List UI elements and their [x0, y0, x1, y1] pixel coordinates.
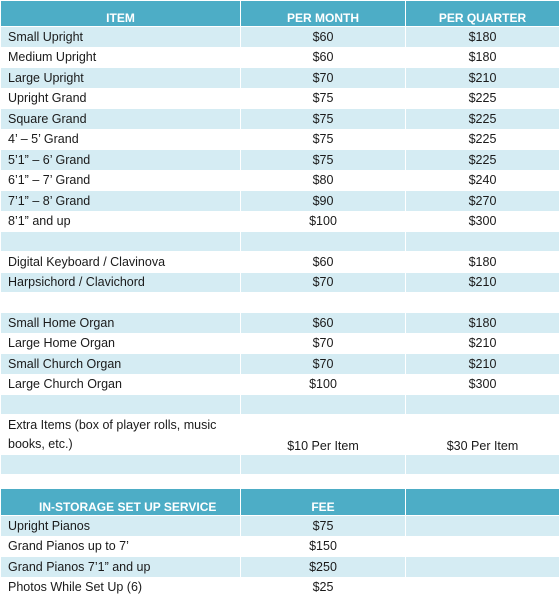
- table-row: [1, 191, 559, 212]
- table-row: [1, 211, 559, 232]
- setup-service-column-header: IN-STORAGE SET UP SERVICE: [1, 489, 241, 516]
- spacer-cell: [406, 232, 559, 252]
- gap-cell: [406, 475, 559, 489]
- table-row: [1, 536, 559, 557]
- month-price-cell: $100: [241, 211, 406, 232]
- setup-item-cell: Grand Pianos up to 7’: [1, 536, 241, 557]
- empty-cell: [406, 577, 559, 598]
- setup-item-cell: Upright Pianos: [1, 516, 241, 537]
- quarter-price-cell: $180: [406, 313, 559, 334]
- table-row: [1, 577, 559, 598]
- table-row: [1, 47, 559, 68]
- spacer-cell: [406, 455, 559, 475]
- setup-fee-cell: $25: [241, 577, 406, 598]
- spacer-cell: [406, 293, 559, 313]
- gap-cell: [241, 475, 406, 489]
- month-price-cell: $60: [241, 47, 406, 68]
- quarter-price-cell: $270: [406, 191, 559, 212]
- table-row: [1, 88, 559, 109]
- item-cell: Large Church Organ: [1, 374, 241, 395]
- item-cell: 4’ – 5’ Grand: [1, 129, 241, 150]
- setup-fee-cell: $150: [241, 536, 406, 557]
- setup-header-row: [1, 489, 559, 516]
- item-cell: 7’1” – 8’ Grand: [1, 191, 241, 212]
- setup-fee-cell: $250: [241, 557, 406, 578]
- quarter-price-cell: $210: [406, 68, 559, 89]
- quarter-price-cell: $210: [406, 333, 559, 354]
- spacer-cell: [1, 232, 241, 252]
- spacer-cell: [241, 293, 406, 313]
- table-row: [1, 313, 559, 334]
- table-header-row: [1, 1, 559, 27]
- table-row: [1, 354, 559, 375]
- table-row: [1, 557, 559, 578]
- table-row: [1, 272, 559, 293]
- empty-header-cell: [406, 489, 559, 516]
- item-cell: Medium Upright: [1, 47, 241, 68]
- setup-item-cell: Photos While Set Up (6): [1, 577, 241, 598]
- item-cell: Large Home Organ: [1, 333, 241, 354]
- spacer-cell: [1, 293, 241, 313]
- item-cell: Harpsichord / Clavichord: [1, 272, 241, 293]
- extra-month-price-cell: $10 Per Item: [241, 415, 406, 455]
- item-cell: Small Upright: [1, 27, 241, 48]
- month-price-cell: $70: [241, 68, 406, 89]
- spacer-cell: [1, 395, 241, 415]
- setup-item-cell: Grand Pianos 7’1” and up: [1, 557, 241, 578]
- spacer-cell: [241, 455, 406, 475]
- table-row: [1, 374, 559, 395]
- month-price-cell: $70: [241, 354, 406, 375]
- item-cell: Digital Keyboard / Clavinova: [1, 252, 241, 273]
- table-row: [1, 129, 559, 150]
- empty-cell: [406, 516, 559, 537]
- item-cell: Upright Grand: [1, 88, 241, 109]
- table-row: [1, 516, 559, 537]
- month-price-cell: $60: [241, 252, 406, 273]
- month-price-cell: $60: [241, 27, 406, 48]
- table-row: [1, 27, 559, 48]
- spacer-cell: [1, 455, 241, 475]
- empty-cell: [406, 557, 559, 578]
- item-cell: Small Home Organ: [1, 313, 241, 334]
- item-cell: 5’1” – 6’ Grand: [1, 150, 241, 171]
- table-row: [1, 415, 559, 455]
- item-cell: Large Upright: [1, 68, 241, 89]
- table-row: [1, 475, 559, 489]
- month-price-cell: $75: [241, 150, 406, 171]
- table-row: [1, 109, 559, 130]
- quarter-price-cell: $180: [406, 252, 559, 273]
- table-row: [1, 68, 559, 89]
- quarter-price-cell: $180: [406, 27, 559, 48]
- empty-cell: [406, 536, 559, 557]
- quarter-price-cell: $210: [406, 354, 559, 375]
- quarter-price-cell: $180: [406, 47, 559, 68]
- per-month-column-header: PER MONTH: [241, 1, 406, 27]
- table-row: [1, 232, 559, 252]
- quarter-price-cell: $225: [406, 88, 559, 109]
- setup-fee-cell: $75: [241, 516, 406, 537]
- table-row: [1, 170, 559, 191]
- month-price-cell: $100: [241, 374, 406, 395]
- fee-column-header: FEE: [241, 489, 406, 516]
- quarter-price-cell: $225: [406, 129, 559, 150]
- table-row: [1, 150, 559, 171]
- extra-items-cell: Extra Items (box of player rolls, music books, etc.): [1, 415, 241, 455]
- month-price-cell: $90: [241, 191, 406, 212]
- month-price-cell: $80: [241, 170, 406, 191]
- table-row: [1, 333, 559, 354]
- table-row: [1, 252, 559, 273]
- quarter-price-cell: $210: [406, 272, 559, 293]
- per-quarter-column-header: PER QUARTER: [406, 1, 559, 27]
- month-price-cell: $70: [241, 333, 406, 354]
- quarter-price-cell: $300: [406, 211, 559, 232]
- month-price-cell: $60: [241, 313, 406, 334]
- quarter-price-cell: $240: [406, 170, 559, 191]
- month-price-cell: $75: [241, 109, 406, 130]
- month-price-cell: $70: [241, 272, 406, 293]
- item-cell: Small Church Organ: [1, 354, 241, 375]
- month-price-cell: $75: [241, 88, 406, 109]
- quarter-price-cell: $225: [406, 150, 559, 171]
- table-row: [1, 455, 559, 475]
- gap-cell: [1, 475, 241, 489]
- spacer-cell: [241, 232, 406, 252]
- item-cell: Square Grand: [1, 109, 241, 130]
- item-cell: 6’1” – 7’ Grand: [1, 170, 241, 191]
- spacer-cell: [241, 395, 406, 415]
- spacer-cell: [406, 395, 559, 415]
- table-row: [1, 293, 559, 313]
- month-price-cell: $75: [241, 129, 406, 150]
- item-cell: 8’1” and up: [1, 211, 241, 232]
- table-row: [1, 395, 559, 415]
- quarter-price-cell: $225: [406, 109, 559, 130]
- extra-quarter-price-cell: $30 Per Item: [406, 415, 559, 455]
- quarter-price-cell: $300: [406, 374, 559, 395]
- item-column-header: ITEM: [1, 1, 241, 27]
